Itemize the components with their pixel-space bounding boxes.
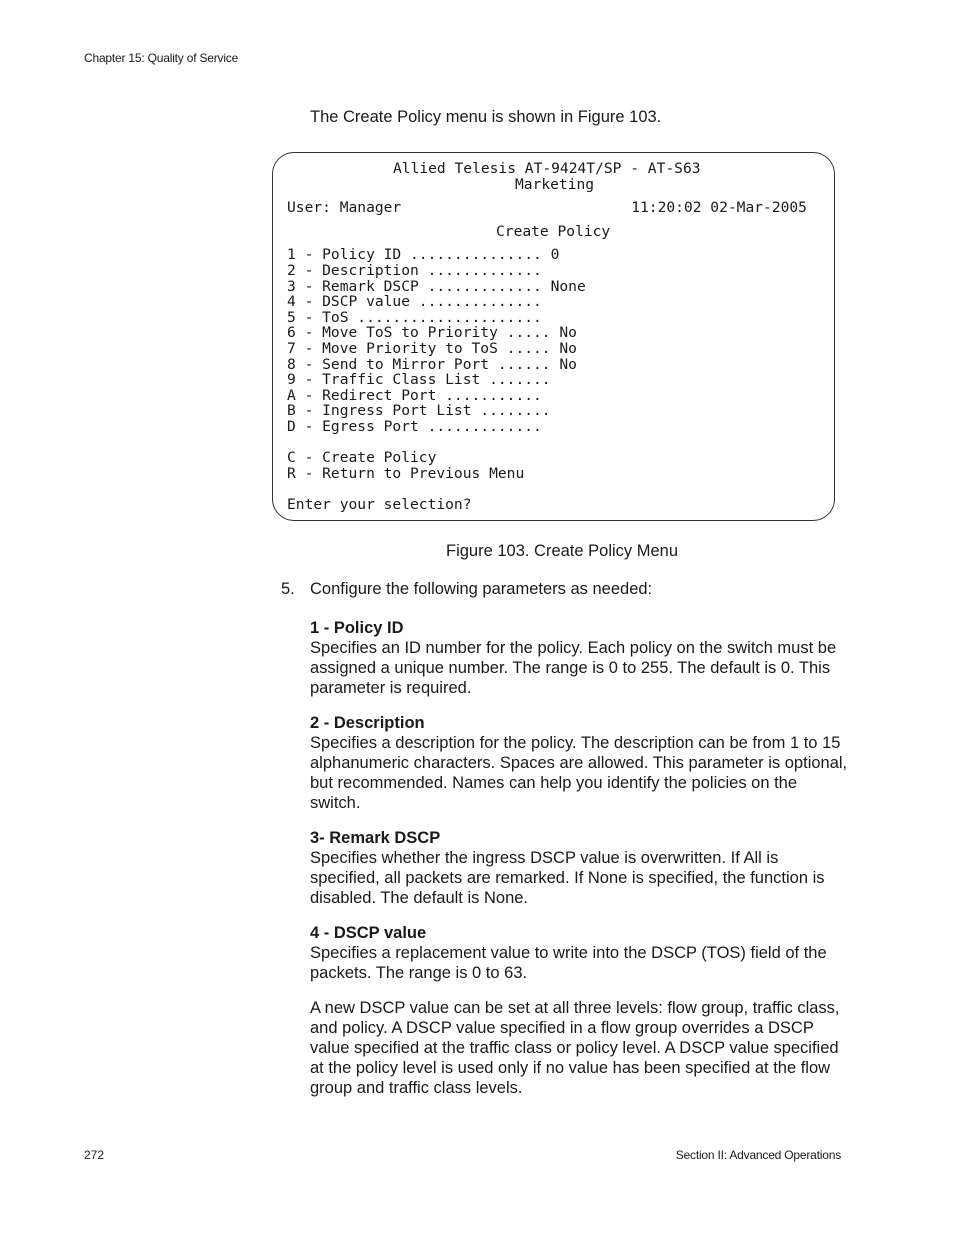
param-title: 1 - Policy ID	[310, 619, 404, 637]
page-number: 272	[84, 1148, 105, 1162]
terminal-menu-title: Create Policy	[496, 222, 611, 240]
closing-paragraph	[310, 998, 850, 1098]
step-number: 5.	[281, 580, 295, 598]
param-title: 4 - DSCP value	[310, 924, 427, 942]
terminal-user-line	[287, 200, 807, 216]
terminal-timestamp: 11:20:02 02-Mar-2005	[631, 199, 807, 217]
menu-item: 9 - Traffic Class List .......	[287, 371, 551, 389]
menu-item: 3 - Remark DSCP ............. None	[287, 277, 586, 295]
action-item: R - Return to Previous Menu	[287, 464, 525, 482]
param-policy-id	[310, 618, 850, 698]
footer-section: Section II: Advanced Operations	[675, 1148, 841, 1162]
terminal-text	[287, 161, 807, 512]
step-5	[281, 580, 652, 599]
figure-caption: Figure 103. Create Policy Menu	[445, 542, 679, 560]
menu-item: B - Ingress Port List ........	[287, 402, 551, 420]
param-title: 3- Remark DSCP	[310, 829, 441, 847]
menu-item: D - Egress Port .............	[287, 417, 542, 435]
terminal-user: User: Manager	[287, 199, 402, 217]
menu-item: 7 - Move Priority to ToS ..... No	[287, 339, 577, 357]
menu-item: 2 - Description .............	[287, 261, 542, 279]
running-header: Chapter 15: Quality of Service	[84, 51, 239, 65]
closing-text: A new DSCP value can be set at all three levels: flow group, traffic class, and policy. A DSCP value specified in a flow group overrides a DSCP value specified at the traffic class or policy level. A DSCP value specified at the policy level is used only if no value has been specified at the flow group and traffic class levels.	[310, 999, 840, 1097]
param-dscp-value	[310, 923, 850, 983]
terminal-title-line1: Allied Telesis AT-9424T/SP - AT-S63	[393, 160, 701, 177]
param-title: 2 - Description	[310, 714, 425, 732]
intro-text: The Create Policy menu is shown in Figure 103.	[310, 108, 662, 126]
menu-item: 6 - Move ToS to Priority ..... No	[287, 324, 577, 342]
param-body: Specifies whether the ingress DSCP value is overwritten. If All is specified, all packets are remarked. If None is specified, the function is disabled. The default is None.	[310, 849, 825, 907]
menu-item: 8 - Send to Mirror Port ...... No	[287, 355, 577, 373]
menu-item: 1 - Policy ID ............... 0	[287, 246, 560, 264]
param-body: Specifies an ID number for the policy. Each policy on the switch must be assigned a unique number. The range is 0 to 255. The default is 0. This parameter is required.	[310, 639, 837, 697]
terminal-title-line2: Marketing	[515, 175, 595, 193]
menu-item: 4 - DSCP value ..............	[287, 293, 542, 311]
terminal-prompt: Enter your selection?	[287, 495, 472, 513]
menu-item: A - Redirect Port ...........	[287, 386, 542, 404]
param-description	[310, 713, 850, 813]
param-remark-dscp	[310, 828, 850, 908]
param-body: Specifies a description for the policy. The description can be from 1 to 15 alphanumeric characters. Spaces are allowed. This parameter is optional, but recommended. Names can help you identify the policies on the switch.	[310, 734, 848, 812]
step-text: Configure the following parameters as needed:	[310, 580, 653, 598]
action-item: C - Create Policy	[287, 449, 437, 467]
param-body: Specifies a replacement value to write into the DSCP (TOS) field of the packets. The range is 0 to 63.	[310, 944, 827, 982]
terminal-screen	[272, 152, 835, 521]
menu-item: 5 - ToS .....................	[287, 308, 542, 326]
